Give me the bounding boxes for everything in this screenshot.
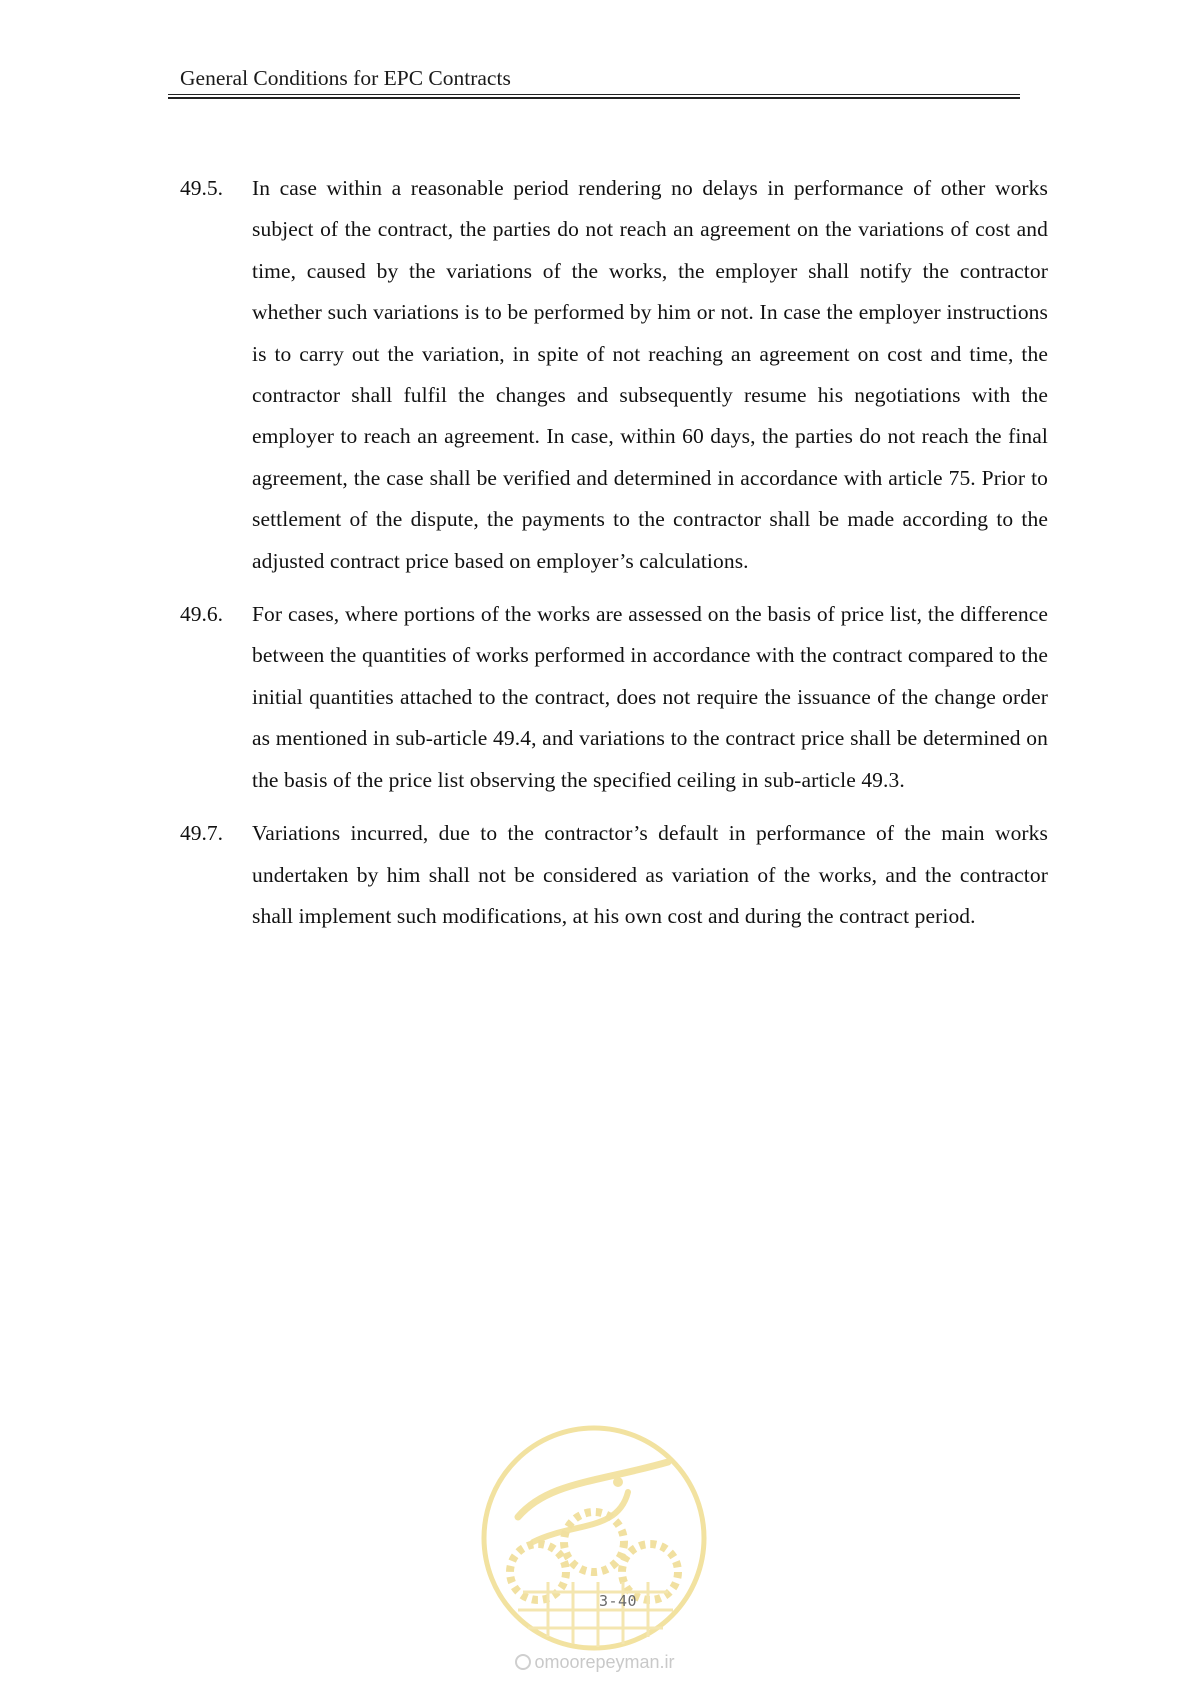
site-name: omoorepeyman.ir [534, 1652, 675, 1672]
clause-number: 49.5. [180, 176, 223, 200]
document-title: General Conditions for EPC Contracts [180, 66, 511, 90]
clause-49-6 [180, 594, 1050, 801]
clause-text: In case within a reasonable period rendering no delays in performance of other works subject of the contract, the parties do not reach an agreement on the variations of cost and time, caused by the variations of the works, the employer shall notify the contractor whether such variations is to be performed by him or not. In case the employer instructions is to carry out the variation, in spite of not reaching an agreement on cost and time, the contractor shall fulfil the changes and subsequently resume his negotiations with the employer to reach an agreement. In case, within 60 days, the parties do not reach the final agreement, the case shall be verified and determined in accordance with article 75. Prior to settlement of the dispute, the payments to the contractor shall be made according to the adjusted contract price based on employer’s calculations. [252, 176, 1048, 573]
clause-49-7 [180, 813, 1050, 937]
page-number: 3-40 [598, 1592, 638, 1610]
page-header [168, 66, 1020, 99]
header-double-rule [168, 94, 1020, 99]
site-watermark [490, 1652, 700, 1673]
clause-number: 49.6. [180, 602, 223, 627]
omoorepeyman-seal-icon [478, 1422, 710, 1654]
clause-text: For cases, where portions of the works are assessed on the basis of price list, the difference between the quantities of works performed in accordance with the contract compared to the initial quantities attached to the contract, does not require the issuance of the change order as mentioned in sub-article 49.4, and variations to the contract price shall be determined on the basis of the price list observing the specified ceiling in sub-article 49.3. [252, 602, 1048, 792]
clauses-section [180, 168, 1050, 949]
globe-icon [515, 1654, 531, 1670]
clause-number: 49.7. [180, 821, 223, 846]
clause-49-5 [180, 168, 1050, 582]
clause-text: Variations incurred, due to the contractor’s default in performance of the main works undertaken by him shall not be considered as variation of the works, and the contractor shall implement such modifications, at his own cost and during the contract period. [252, 821, 1048, 928]
